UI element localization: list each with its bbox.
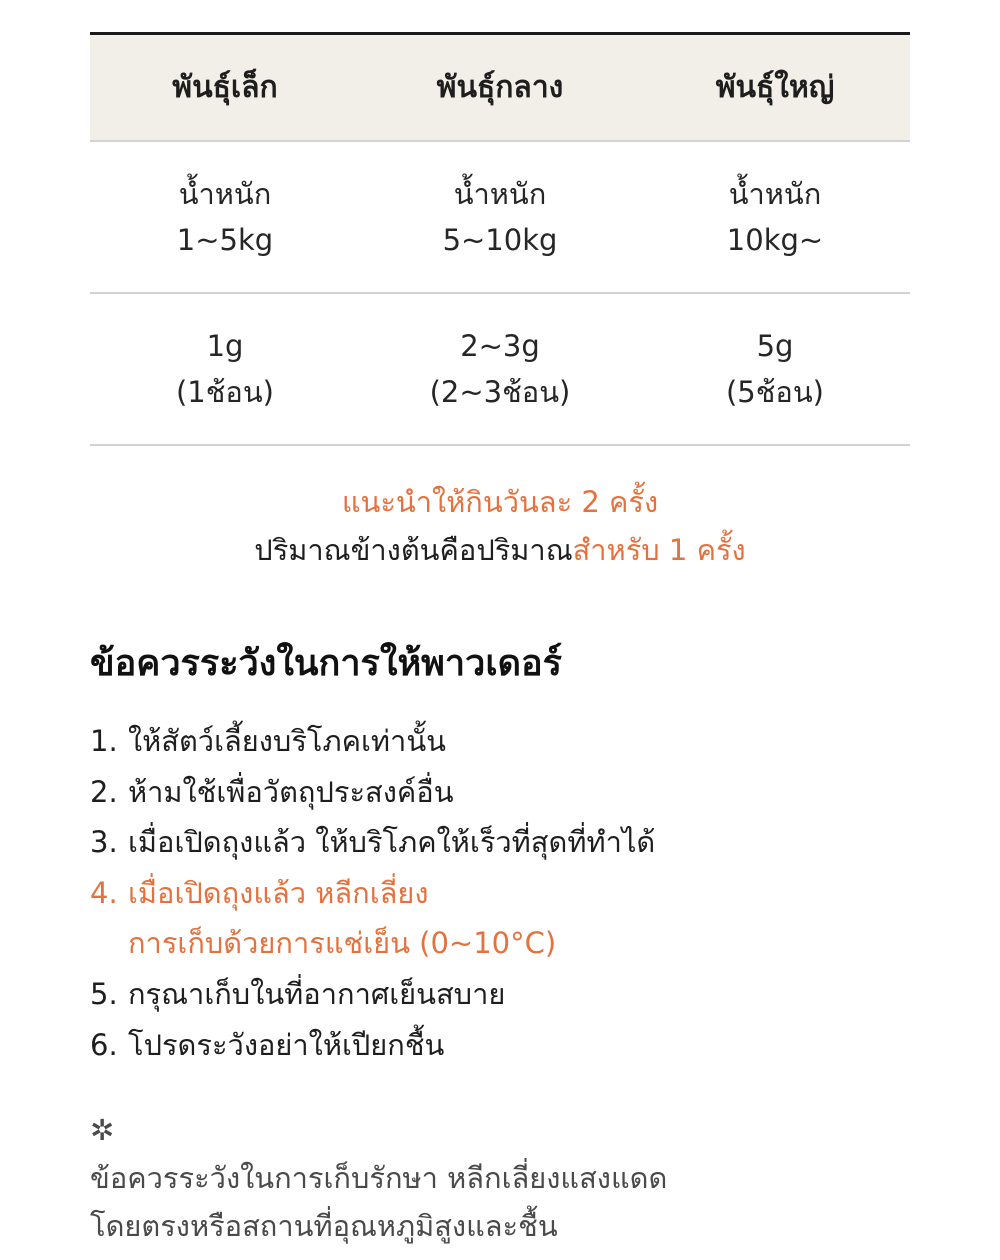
list-text	[128, 969, 505, 1020]
weight-value: 1~5kg	[176, 223, 274, 257]
list-text-line: การเก็บด้วยการแช่เย็น (0~10°C)	[128, 926, 557, 961]
dose-spoons: (2~3ช้อน)	[429, 375, 571, 409]
list-text	[128, 868, 556, 969]
caution-list	[90, 716, 655, 1070]
list-text-line: ห้ามใช้เพื่อวัตถุประสงค์อื่น	[128, 774, 454, 809]
dose-amount: 2~3g	[460, 329, 540, 363]
list-number: 5.	[90, 976, 118, 1011]
footnote-line-1	[90, 1106, 667, 1202]
list-number: 1.	[90, 724, 118, 758]
asterisk-icon: ✲	[90, 1113, 115, 1147]
weight-row	[90, 142, 910, 294]
weight-label: น้ำหนัก	[728, 177, 822, 211]
section-title: ข้อควรระวังในการให้พาวเดอร์	[90, 643, 562, 684]
dose-cell-medium	[360, 323, 640, 415]
list-text	[128, 1020, 444, 1071]
dose-cell-small	[90, 323, 360, 415]
list-item	[90, 1020, 655, 1071]
list-item	[90, 969, 655, 1020]
list-number: 4.	[90, 875, 118, 910]
list-text	[128, 716, 446, 767]
weight-value: 10kg~	[726, 223, 824, 257]
list-text	[128, 767, 454, 818]
storage-footnote	[90, 1106, 667, 1250]
note-frequency: แนะนำให้กินวันละ 2 ครั้ง	[341, 485, 659, 519]
dose-row	[90, 294, 910, 446]
weight-cell-large	[640, 171, 910, 263]
list-item	[90, 767, 655, 818]
list-text	[128, 817, 655, 868]
weight-cell-medium	[360, 171, 640, 263]
list-text-line: ให้สัตว์เลี้ยงบริโภคเท่านั้น	[128, 724, 446, 758]
dose-cell-large	[640, 323, 910, 415]
list-number: 6.	[90, 1027, 118, 1062]
feeding-note	[0, 478, 1000, 574]
footnote-text: ข้อควรระวังในการเก็บรักษา หลีกเลี่ยงแสงแดด	[90, 1161, 668, 1195]
header-medium-breed: พันธุ์กลาง	[436, 70, 564, 105]
list-number: 3.	[90, 825, 118, 860]
list-text-line: โปรดระวังอย่าให้เปียกชื้น	[128, 1027, 445, 1062]
weight-label: น้ำหนัก	[178, 177, 272, 211]
header-large-breed: พันธุ์ใหญ่	[715, 70, 835, 105]
footnote-line-2: โดยตรงหรือสถานที่อุณหภูมิสูงและชื้น	[90, 1209, 558, 1243]
note-amount-plain: ปริมาณข้างต้นคือปริมาณ	[254, 533, 573, 567]
dose-spoons: (5ช้อน)	[725, 375, 824, 409]
table-header	[90, 35, 910, 142]
weight-cell-small	[90, 171, 360, 263]
list-item	[90, 716, 655, 767]
dose-spoons: (1ช้อน)	[175, 375, 274, 409]
dosage-table	[90, 32, 910, 446]
list-text-line: เมื่อเปิดถุงแล้ว หลีกเลี่ยง	[128, 875, 429, 910]
dose-amount: 5g	[756, 329, 794, 363]
note-amount-line	[0, 526, 1000, 574]
list-item	[90, 817, 655, 868]
weight-value: 5~10kg	[442, 223, 558, 257]
dose-amount: 1g	[206, 329, 244, 363]
weight-label: น้ำหนัก	[453, 177, 547, 211]
list-number: 2.	[90, 774, 118, 809]
list-text-line: กรุณาเก็บในที่อากาศเย็นสบาย	[128, 976, 506, 1011]
note-amount-accent: สำหรับ 1 ครั้ง	[572, 533, 746, 567]
header-small-breed: พันธุ์เล็ก	[172, 70, 278, 105]
list-text-line: เมื่อเปิดถุงแล้ว ให้บริโภคให้เร็วที่สุดที่ทำได้	[128, 825, 656, 860]
list-item-highlighted	[90, 868, 655, 969]
